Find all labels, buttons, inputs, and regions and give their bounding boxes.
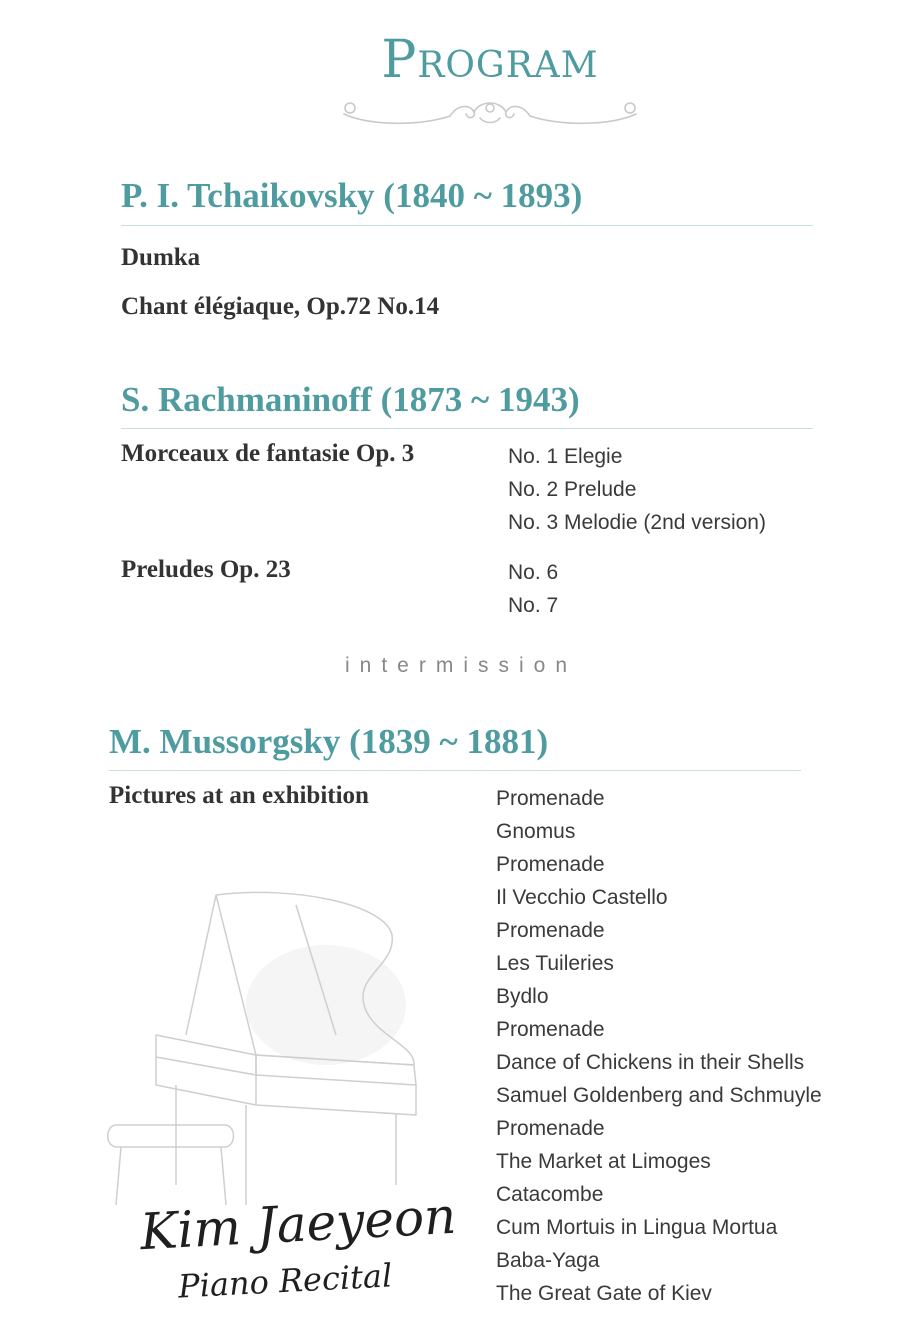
composer-heading-rachmaninoff: S. Rachmaninoff (1873 ~ 1943)	[121, 380, 580, 419]
movement-item: Promenade	[496, 853, 605, 876]
movement-item: Promenade	[496, 1018, 605, 1041]
movement-item: No. 2 Prelude	[508, 478, 637, 501]
movement-list-preludes	[508, 556, 558, 622]
movement-item: Promenade	[496, 787, 605, 810]
movement-item: Gnomus	[496, 820, 576, 843]
work-title-morceaux: Morceaux de fantasie Op. 3	[121, 440, 415, 467]
movement-list-pictures	[496, 782, 822, 1310]
movement-item: The Market at Limoges	[496, 1150, 711, 1173]
work-title-dumka: Dumka	[121, 244, 201, 271]
movement-item: Catacombe	[496, 1183, 604, 1206]
signature-name: Kim Jaeyeon	[138, 1186, 458, 1262]
movement-item: Les Tuileries	[496, 952, 614, 975]
movement-item: Bydlo	[496, 985, 549, 1008]
flourish-divider-icon	[340, 96, 640, 130]
intermission-label: intermission	[344, 654, 578, 677]
movement-item: No. 1 Elegie	[508, 445, 623, 468]
movement-item: No. 3 Melodie (2nd version)	[508, 511, 766, 534]
page-title: Program	[381, 30, 599, 90]
work-title-chant-elegiaque: Chant élégiaque, Op.72 No.14	[121, 293, 440, 320]
movement-list-morceaux	[508, 440, 766, 539]
signature-subtitle: Piano Recital	[177, 1256, 394, 1306]
section-divider	[109, 770, 801, 771]
composer-heading-mussorgsky: M. Mussorgsky (1839 ~ 1881)	[109, 722, 549, 761]
movement-item: Cum Mortuis in Lingua Mortua	[496, 1216, 778, 1239]
movement-item: Baba-Yaga	[496, 1249, 600, 1272]
grand-piano-illustration-icon	[96, 885, 426, 1225]
movement-item: Il Vecchio Castello	[496, 886, 668, 909]
section-divider	[121, 225, 813, 226]
movement-item: No. 6	[508, 561, 559, 584]
work-title-pictures: Pictures at an exhibition	[109, 782, 369, 809]
movement-item: Promenade	[496, 919, 605, 942]
movement-item: Dance of Chickens in their Shells	[496, 1051, 805, 1074]
movement-item: Promenade	[496, 1117, 605, 1140]
section-divider	[121, 428, 813, 429]
work-title-preludes: Preludes Op. 23	[121, 556, 291, 583]
composer-heading-tchaikovsky: P. I. Tchaikovsky (1840 ~ 1893)	[121, 176, 583, 215]
movement-item: No. 7	[508, 594, 559, 617]
movement-item: The Great Gate of Kiev	[496, 1282, 712, 1305]
movement-item: Samuel Goldenberg and Schmuyle	[496, 1084, 822, 1107]
